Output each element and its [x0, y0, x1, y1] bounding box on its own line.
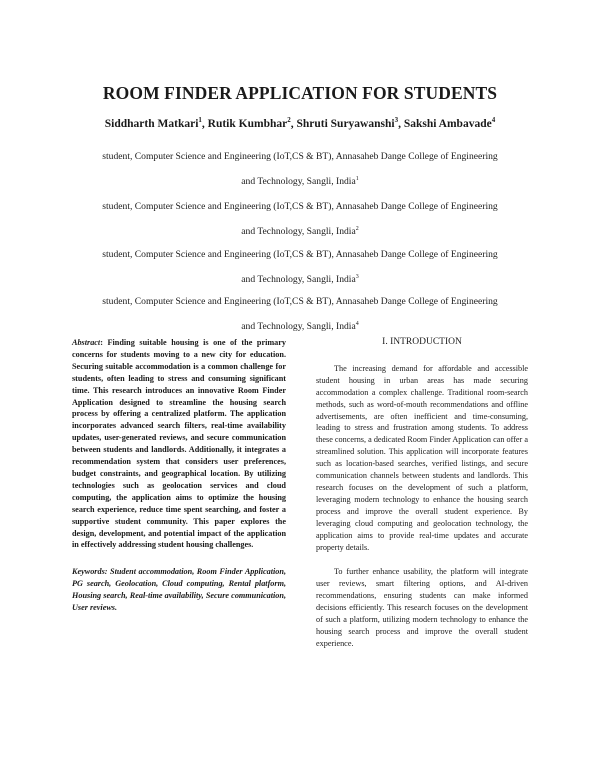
affiliation: [70, 291, 530, 338]
affiliation-line: student, Computer Science and Engineering (IoT,CS & BT), Annasaheb Dange College of Engineering: [102, 201, 498, 212]
section-heading: I. INTRODUCTION: [382, 337, 462, 347]
affiliation-line: and Technology, Sangli, India$^3$: [241, 274, 359, 286]
affiliation-line: and Technology, Sangli, India$^4$: [241, 321, 359, 333]
abstract: [72, 337, 286, 551]
abstract-text: : Finding suitable housing is one of the primary concerns for students moving to a new city for education. Securing suitable accommodation is a common challenge for students, often leading to stress and consuming significant time. This research introduces an innovative Room Finder Application designed to streamline the housing search process by offering a centralized platform. The application incorporates advanced search filters, real-time availability updates, user-generated reviews, and secure communication between students and landlords. Additionally, it integrates a recommendation system that considers user preferences, budget constraints, and geographical location. By utilizing technologies such as geolocation services and cloud computing, the application aims to optimize the housing search experience, reduce time spent searching, and foster a supportive student community. This paper explores the design, development, and potential impact of the application in effectively addressing student housing challenges.: [72, 338, 286, 550]
affiliation: [70, 146, 530, 193]
affiliation-line: student, Computer Science and Engineering (IoT,CS & BT), Annasaheb Dange College of Engineering: [102, 249, 498, 260]
keywords: Keywords: Student accommodation, Room Finder Application, PG search, Geolocation, Cloud computing, Rental platform, Housing search, Real-time availability, Secure communication, User reviews.: [72, 567, 286, 613]
author-name: Siddharth Matkari: [104, 117, 199, 130]
author-sup: 4: [491, 116, 496, 124]
author-list: Siddharth Matkari$^1$, Rutik Kumbhar$^2$, Shruti Suryawanshi$^3$, Sakshi Ambavade$^4$: [104, 116, 496, 130]
author-name: Shruti Suryawanshi: [296, 117, 395, 130]
affiliation: [70, 244, 530, 291]
affiliation-line: student, Computer Science and Engineering (IoT,CS & BT), Annasaheb Dange College of Engineering: [102, 296, 498, 307]
author-sup: 1: [198, 116, 202, 124]
author-sup: 2: [287, 116, 291, 124]
affiliation-line: student, Computer Science and Engineering (IoT,CS & BT), Annasaheb Dange College of Engineering: [102, 151, 498, 162]
affiliation: [70, 196, 530, 243]
author-name: Rutik Kumbhar: [207, 117, 288, 130]
paper-title: ROOM FINDER APPLICATION FOR STUDENTS: [102, 83, 498, 103]
affiliation-line: and Technology, Sangli, India$^2$: [241, 226, 359, 238]
author-name: Sakshi Ambavade: [403, 117, 492, 130]
right-column: [316, 337, 528, 663]
author-sup: 3: [394, 116, 399, 124]
paragraph: The increasing demand for affordable and accessible student housing in urban areas has made securing accommodation a complex challenge. Traditional room-search methods, such as word-of-mouth recommendations and offline advertisements, are often inefficient and time-consuming, leading to stress and frustration among students. To address these concerns, a dedicated Room Finder Application can offer a streamlined solution. This application will incorporate features such as location-based searches, verified listings, and secure communication channels between students and landlords. This research focuses on the development of such a platform, leveraging modern technology to enhance the housing search process and improve the overall student experience. By leveraging cloud computing and geolocation technology, the application aims to provide real-time updates and accurate property details.: [316, 363, 528, 552]
affiliation-line: and Technology, Sangli, India$^1$: [241, 176, 359, 188]
abstract-label: Abstract: [72, 338, 101, 347]
left-column: [72, 337, 286, 614]
paragraph: To further enhance usability, the platform will integrate user reviews, smart filtering options, and AI-driven recommendations, ensuring students can make informed decisions efficiently. This research focuses on the development of such a platform, utilizing modern technology to enhance the housing search process and improve the overall student experience.: [316, 567, 528, 648]
